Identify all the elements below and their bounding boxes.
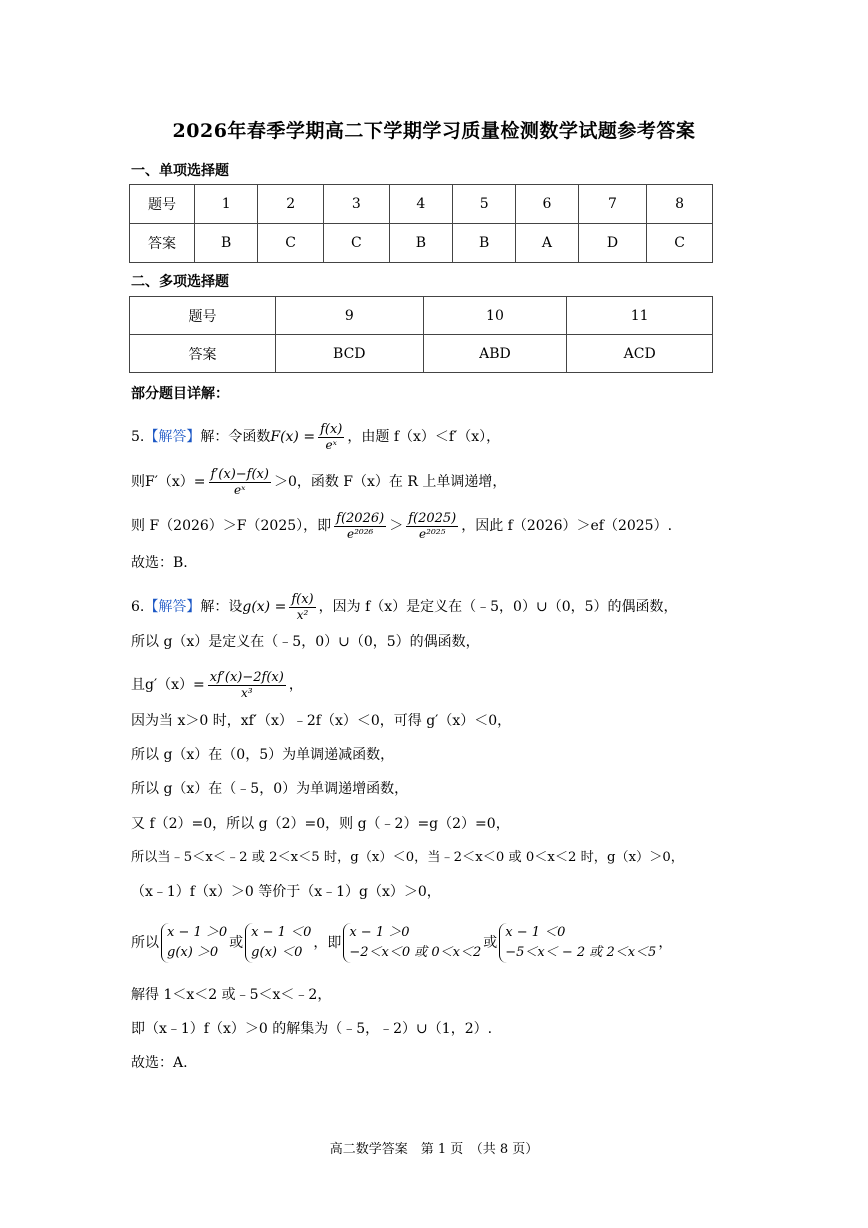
table-cell: 7 (578, 185, 647, 224)
table-cell: C (258, 224, 324, 263)
q5-formula: F(x) = (270, 429, 316, 445)
q5-text: ，由题 f（x）＜f′（x）， (347, 429, 501, 445)
section-single-choice: 一、单项选择题 (131, 163, 229, 179)
table-cell: ACD (567, 335, 713, 373)
section-solutions: 部分题目详解： (131, 386, 229, 402)
equation-system (499, 923, 656, 963)
q5-text: 则 F（2026）＞F（2025），即 (131, 518, 332, 534)
system-row: x − 1 ＞0 (349, 925, 410, 940)
table-cell: ABD (423, 335, 567, 373)
q6-text: ，即 (313, 935, 342, 951)
fraction-numerator: f(2025) (408, 511, 457, 526)
system-row: x − 1 ＞0 (167, 925, 228, 940)
q5-fraction (406, 511, 458, 541)
q5-text: ＞ (389, 518, 404, 534)
q6-text: 且g′（x）= (131, 677, 205, 693)
equation-system (343, 923, 481, 963)
q6-text: 或 (229, 935, 244, 951)
q6-formula: g(x) = (242, 599, 287, 615)
q5-line-2 (131, 467, 506, 497)
fraction-denominator: x² (296, 608, 309, 622)
q6-text: 或 (483, 935, 498, 951)
system-row: −2＜x＜0 或 0＜x＜2 (349, 945, 482, 960)
table-cell: 3 (324, 185, 390, 224)
equation-system (161, 923, 227, 963)
table-cell: B (453, 224, 516, 263)
table-header-label: 题号 (130, 185, 195, 224)
table-cell: C (324, 224, 390, 263)
table-cell: 9 (276, 297, 424, 335)
multi-choice-table (129, 296, 713, 373)
table-cell: 8 (647, 185, 713, 224)
table-cell: D (578, 224, 647, 263)
single-choice-table (129, 184, 713, 263)
table-answer-label: 答案 (130, 224, 195, 263)
q5-text: 则F′（x）= (131, 474, 206, 490)
table-cell: 2 (258, 185, 324, 224)
table-cell: A (516, 224, 578, 263)
q6-line-1 (131, 592, 678, 622)
q6-text: 所以 (131, 935, 159, 951)
q6-answer-tag: 【解答】 (144, 599, 201, 615)
q5-answer-tag: 【解答】 (144, 429, 201, 445)
q6-text: ， (658, 935, 673, 951)
section-multi-choice: 二、多项选择题 (131, 274, 229, 290)
table-cell: 6 (516, 185, 578, 224)
fraction-numerator: f′(x)−f(x) (210, 467, 269, 482)
q6-line-6: 所以 g（x）在（﹣5，0）为单调递增函数， (131, 781, 409, 797)
table-cell: 1 (195, 185, 258, 224)
q5-fraction (334, 511, 386, 541)
table-cell: BCD (276, 335, 424, 373)
q6-text: ， (288, 677, 303, 693)
q6-line-5: 所以 g（x）在（0，5）为单调递减函数， (131, 747, 395, 763)
q6-fraction (289, 592, 315, 622)
fraction-numerator: xf′(x)−2f(x) (209, 670, 284, 685)
q5-line-4: 故选：B. (131, 555, 188, 571)
table-row (130, 297, 713, 335)
table-cell: B (389, 224, 452, 263)
q5-fraction (318, 422, 344, 452)
q5-text: 解：令函数 (200, 429, 271, 445)
q6-text: 解：设 (200, 599, 243, 615)
q6-fraction (208, 670, 286, 700)
q5-line-1 (131, 422, 500, 452)
table-row (130, 335, 713, 373)
system-row: g(x) ＞0 (167, 945, 219, 960)
q6-line-9: （x﹣1）f（x）＞0 等价于（x﹣1）g（x）＞0， (131, 884, 441, 900)
system-row: g(x) ＜0 (251, 945, 303, 960)
q6-line-8: 所以当﹣5＜x＜﹣2 或 2＜x＜5 时，g（x）＜0，当﹣2＜x＜0 或 0＜x＜2 时，g（x）＞0， (131, 850, 684, 865)
q6-number: 6. (131, 599, 145, 615)
fraction-numerator: f(2026) (336, 511, 385, 526)
system-row: x − 1 ＜0 (251, 925, 312, 940)
q6-line-11: 解得 1＜x＜2 或﹣5＜x＜﹣2， (131, 987, 332, 1003)
table-cell: 5 (453, 185, 516, 224)
table-cell: 4 (389, 185, 452, 224)
q5-number: 5. (131, 429, 145, 445)
table-row (130, 185, 713, 224)
table-answer-label: 答案 (130, 335, 276, 373)
fraction-numerator: f(x) (291, 592, 314, 607)
system-row: x − 1 ＜0 (505, 925, 566, 940)
q5-text: ，因此 f（2026）＞ef（2025）. (461, 518, 673, 534)
table-header-label: 题号 (130, 297, 276, 335)
page-footer: 高二数学答案 第 1 页 （共 8 页） (329, 1142, 539, 1157)
fraction-denominator: eˣ (325, 438, 337, 452)
table-row (130, 224, 713, 263)
q5-line-3 (131, 511, 672, 541)
equation-system (245, 923, 311, 963)
fraction-numerator: f(x) (320, 422, 343, 437)
fraction-denominator: x³ (241, 686, 253, 700)
q5-fraction (209, 467, 271, 497)
table-cell: B (195, 224, 258, 263)
table-cell: 11 (567, 297, 713, 335)
fraction-denominator: e²⁰²⁵ (419, 527, 446, 541)
q6-line-12: 即（x﹣1）f（x）＞0 的解集为（﹣5，﹣2）∪（1，2）. (131, 1021, 493, 1037)
q6-line-4: 因为当 x＞0 时，xf′（x）﹣2f（x）＜0，可得 g′（x）＜0， (131, 713, 512, 729)
fraction-denominator: eˣ (234, 483, 246, 497)
table-cell: C (647, 224, 713, 263)
q6-text: ，因为 f（x）是定义在（﹣5，0）∪（0，5）的偶函数， (318, 599, 678, 615)
fraction-denominator: e²⁰²⁶ (346, 527, 374, 541)
q6-line-3 (131, 670, 303, 700)
q6-line-2: 所以 g（x）是定义在（﹣5，0）∪（0，5）的偶函数， (131, 634, 480, 650)
page-title: 2026年春季学期高二下学期学习质量检测数学试题参考答案 (172, 120, 696, 142)
q6-line-10 (131, 921, 672, 965)
q5-text: ＞0，函数 F（x）在 R 上单调递增， (273, 474, 507, 490)
system-row: −5＜x＜ − 2 或 2＜x＜5 (505, 945, 657, 960)
q6-line-13: 故选：A. (131, 1055, 188, 1071)
q6-line-7: 又 f（2）=0，所以 g（2）=0，则 g（﹣2）=g（2）=0， (131, 816, 510, 832)
table-cell: 10 (423, 297, 567, 335)
